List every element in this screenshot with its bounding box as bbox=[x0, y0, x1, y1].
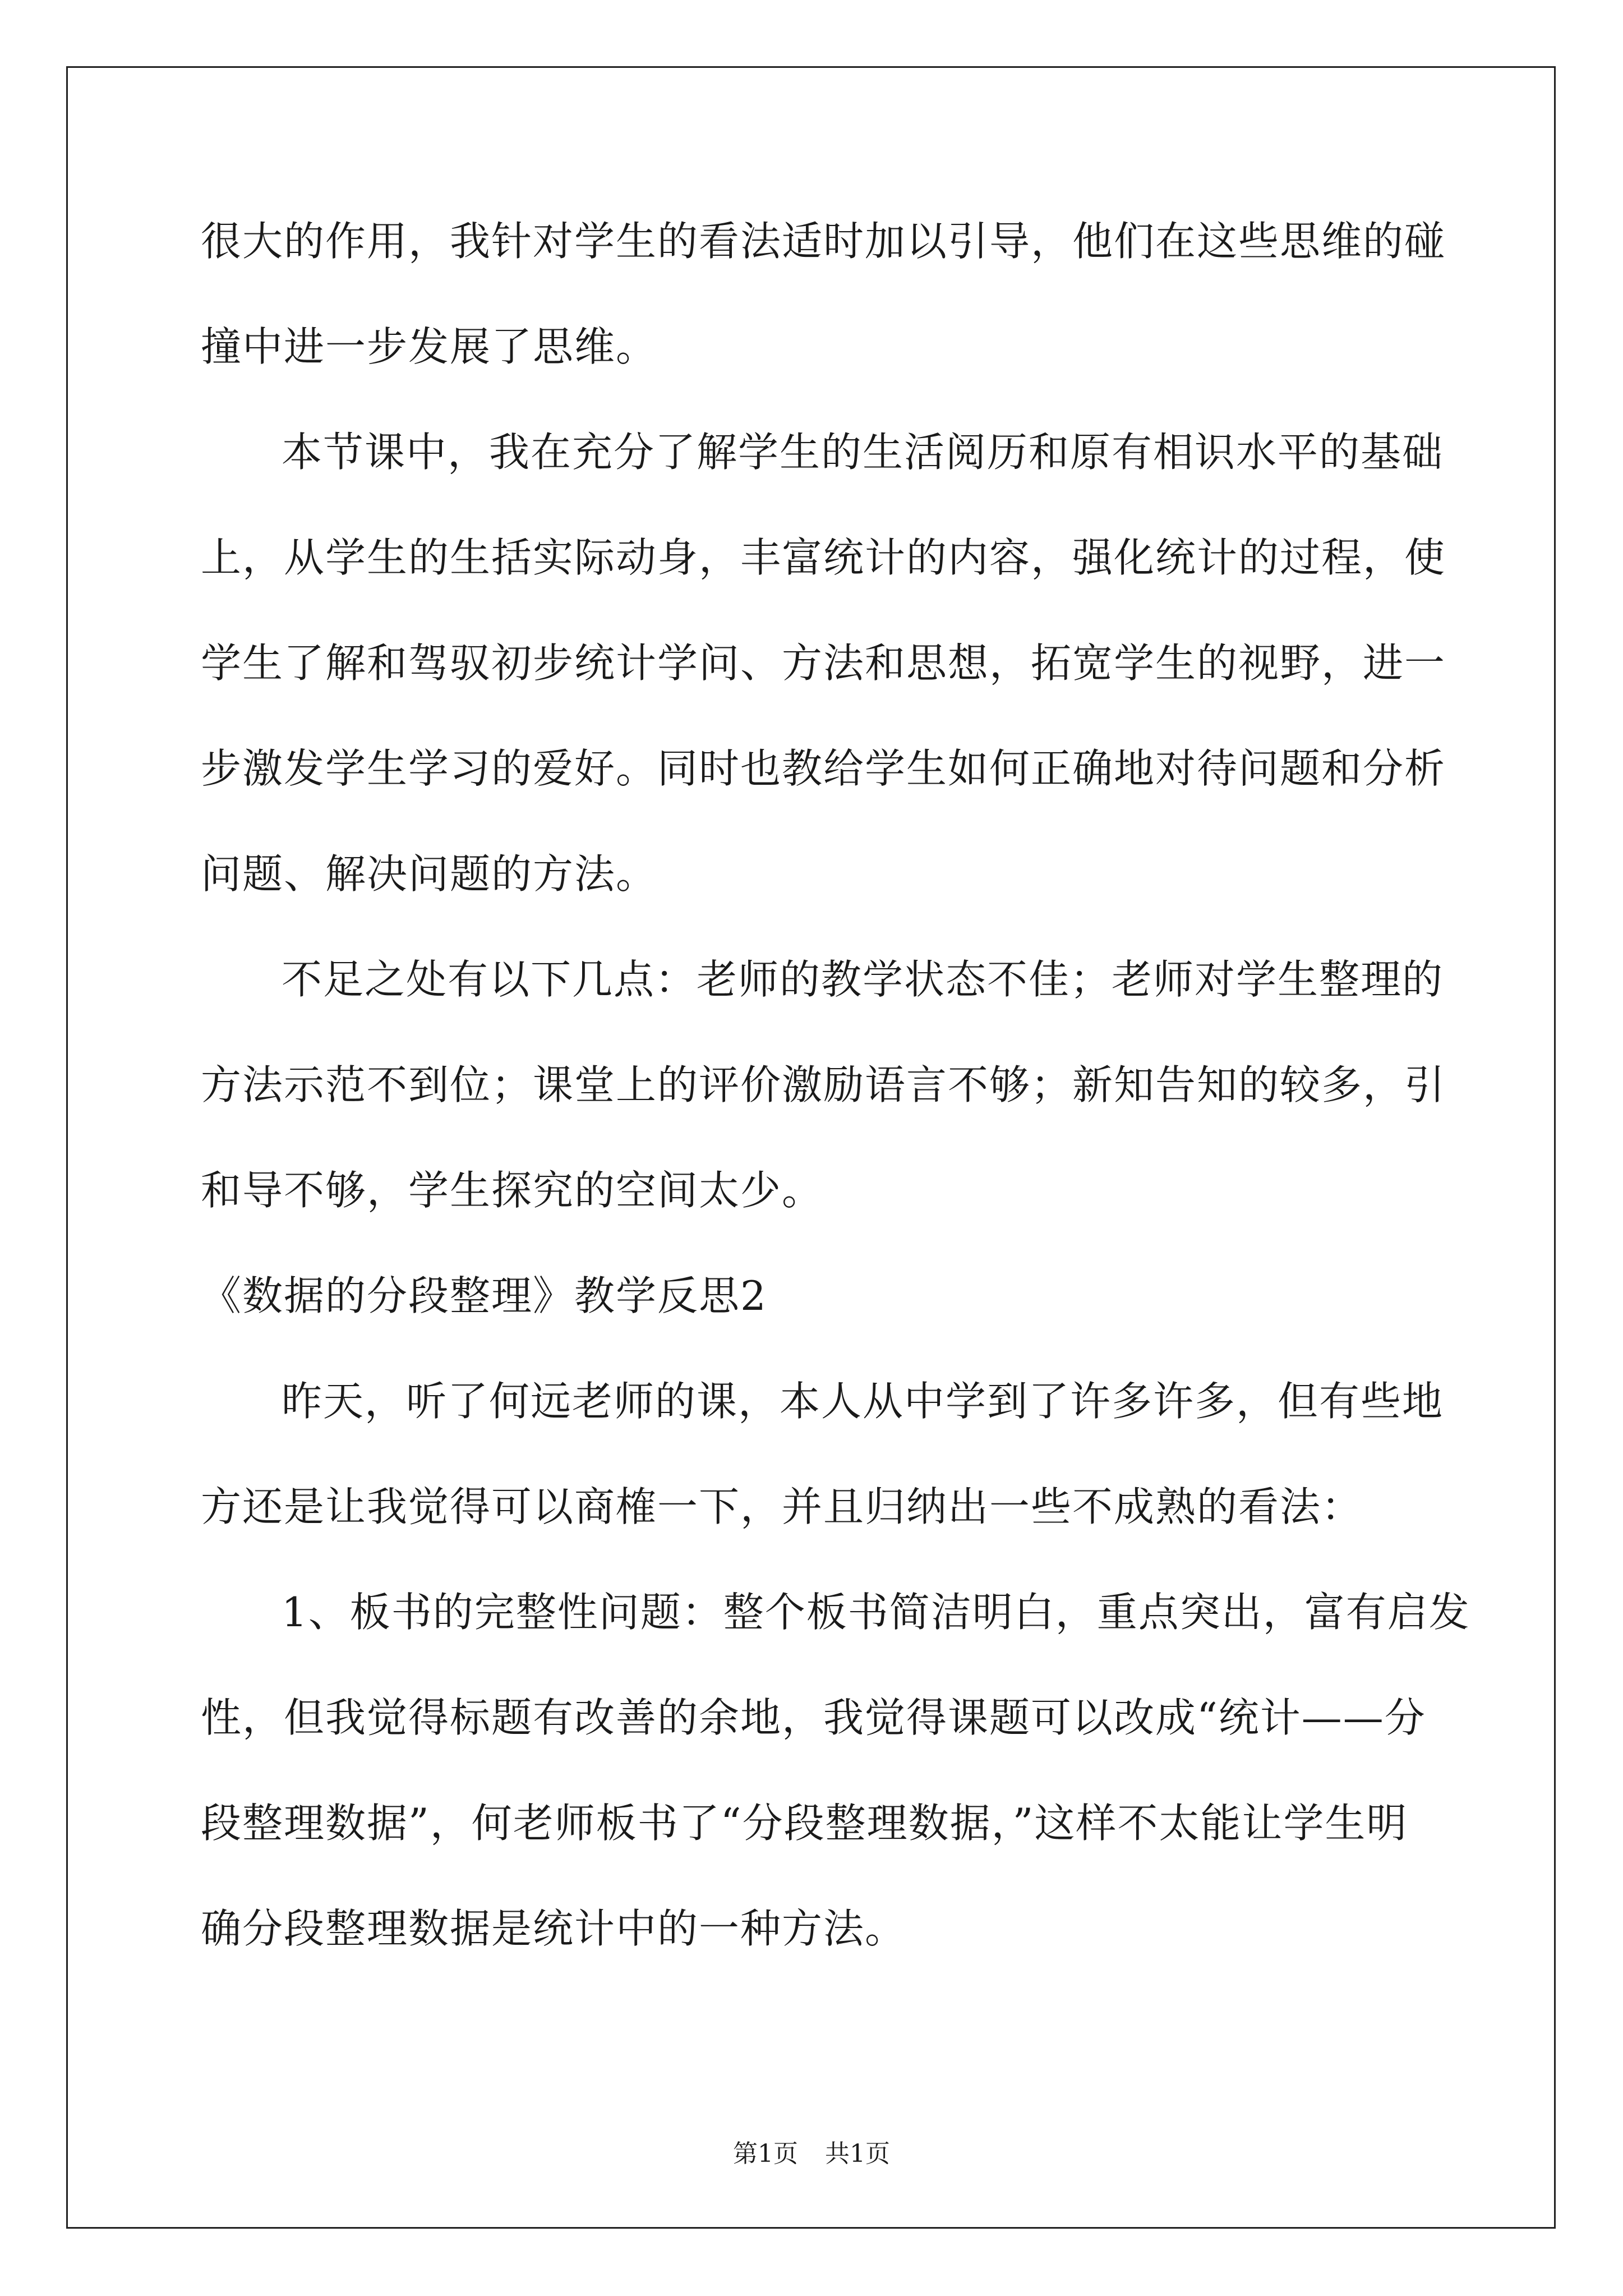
text-line: 性，但我觉得标题有改善的余地，我觉得课题可以改成“统计——分 bbox=[201, 1694, 1426, 1741]
text-line: 步激发学生学习的爱好。同时也教给学生如何正确地对待问题和分析 bbox=[201, 745, 1446, 792]
text-line: 段整理数据”，何老师板书了“分段整理数据，”这样不太能让学生明 bbox=[201, 1800, 1408, 1847]
text-line: 上，从学生的生括实际动身，丰富统计的内容，强化统计的过程，使 bbox=[201, 534, 1446, 581]
text-line: 昨天，听了何远老师的课，本人从中学到了许多许多，但有些地 bbox=[282, 1378, 1444, 1425]
text-line: 学生了解和驾驭初步统计学问、方法和思想，拓宽学生的视野，进一 bbox=[201, 639, 1446, 687]
section-heading: 《数据的分段整理》教学反思2 bbox=[201, 1272, 767, 1319]
text-line: 方还是让我觉得可以商榷一下，并且归纳出一些不成熟的看法： bbox=[201, 1483, 1363, 1530]
page-total: 共1页 bbox=[825, 2139, 890, 2168]
text-line: 不足之处有以下几点：老师的教学状态不佳；老师对学生整理的 bbox=[282, 956, 1444, 1003]
text-line: 问题、解决问题的方法。 bbox=[201, 850, 658, 898]
text-line: 1、板书的完整性问题：整个板书简洁明白，重点突出，富有启发 bbox=[282, 1589, 1470, 1636]
text-line: 本节课中，我在充分了解学生的生活阅历和原有相识水平的基础 bbox=[282, 429, 1444, 476]
text-line: 方法示范不到位；课堂上的评价激励语言不够；新知告知的较多，引 bbox=[201, 1061, 1446, 1108]
page-footer bbox=[0, 2137, 1623, 2171]
text-line: 撞中进一步发展了思维。 bbox=[201, 323, 658, 370]
page-number: 第1页 bbox=[733, 2139, 798, 2168]
document-body bbox=[201, 213, 1470, 2006]
text-line: 很大的作用，我针对学生的看法适时加以引导，他们在这些思维的碰 bbox=[201, 218, 1446, 265]
text-line: 和导不够，学生探究的空间太少。 bbox=[201, 1167, 824, 1214]
text-line: 确分段整理数据是统计中的一种方法。 bbox=[201, 1905, 907, 1952]
